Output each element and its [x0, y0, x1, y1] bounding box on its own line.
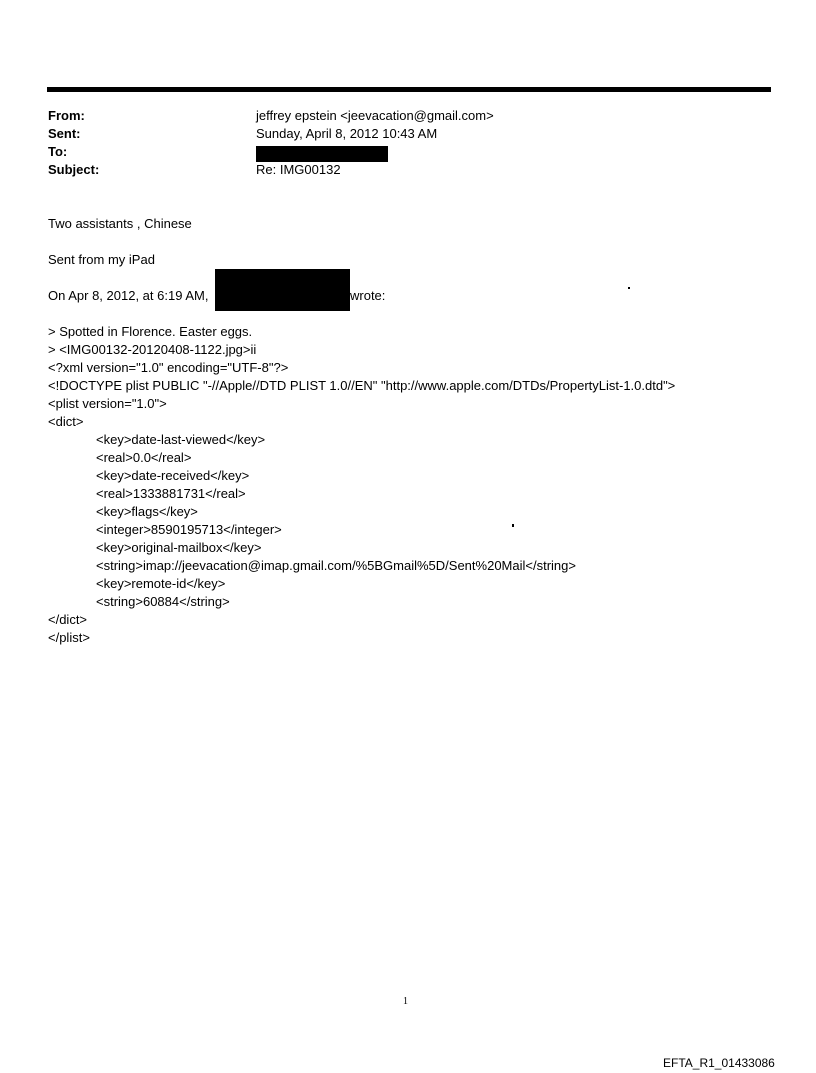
quoted-line: <!DOCTYPE plist PUBLIC "-//Apple//DTD PLIST 1.0//EN" "http://www.apple.com/DTDs/PropertyList-1.0.dtd"> — [48, 378, 676, 393]
subject-label: Subject: — [48, 162, 100, 177]
sent-value: Sunday, April 8, 2012 10:43 AM — [256, 126, 438, 141]
dict-entry: <key>remote-id</key> — [96, 576, 226, 591]
signature-line: Sent from my iPad — [48, 252, 155, 267]
dict-entry: <key>date-last-viewed</key> — [96, 432, 266, 447]
dict-entry: <integer>8590195713</integer> — [96, 522, 282, 537]
sender-redaction — [215, 269, 350, 311]
to-redaction — [256, 146, 388, 162]
bates-number: EFTA_R1_01433086 — [663, 1056, 775, 1070]
to-label: To: — [48, 144, 68, 159]
body-line-1: Two assistants , Chinese — [48, 216, 192, 231]
wrote-suffix: wrote: — [350, 288, 386, 303]
dict-entry: <real>1333881731</real> — [96, 486, 246, 501]
quoted-line: <?xml version="1.0" encoding="UTF-8"?> — [48, 360, 289, 375]
dict-entry: <key>date-received</key> — [96, 468, 250, 483]
sent-label: Sent: — [48, 126, 81, 141]
quoted-line: <dict> — [48, 414, 84, 429]
closing-line: </plist> — [48, 630, 90, 645]
dict-entry: <string>60884</string> — [96, 594, 230, 609]
closing-line: </dict> — [48, 612, 88, 627]
quoted-line: > <IMG00132-20120408-1122.jpg>ii — [48, 342, 257, 357]
dict-entry: <string>imap://jeevacation@imap.gmail.com/%5BGmail%5D/Sent%20Mail</string> — [96, 558, 576, 573]
dict-entry: <key>original-mailbox</key> — [96, 540, 262, 555]
from-value: jeffrey epstein <jeevacation@gmail.com> — [256, 108, 494, 123]
quoted-line: > Spotted in Florence. Easter eggs. — [48, 324, 253, 339]
header-rule — [47, 87, 771, 92]
wrote-prefix: On Apr 8, 2012, at 6:19 AM, — [48, 288, 209, 303]
from-label: From: — [48, 108, 85, 123]
page-number: 1 — [403, 996, 408, 1007]
stray-mark — [628, 287, 630, 289]
quoted-line: <plist version="1.0"> — [48, 396, 167, 411]
subject-value: Re: IMG00132 — [256, 162, 341, 177]
dict-entry: <real>0.0</real> — [96, 450, 192, 465]
stray-mark — [512, 524, 514, 527]
dict-entry: <key>flags</key> — [96, 504, 198, 519]
